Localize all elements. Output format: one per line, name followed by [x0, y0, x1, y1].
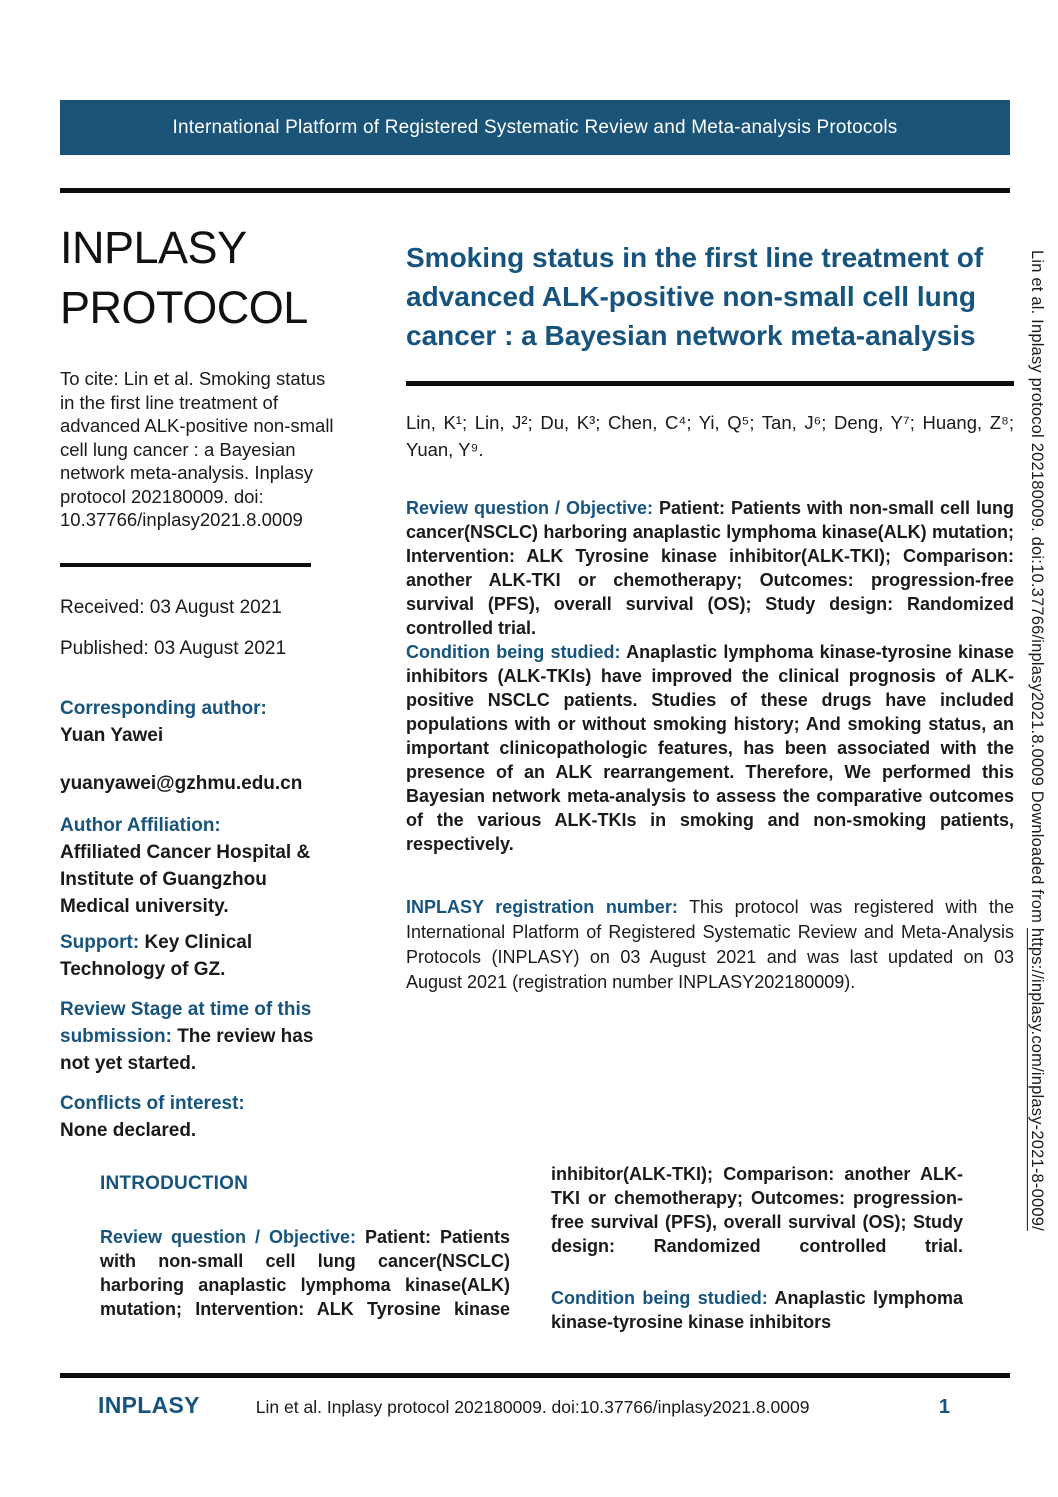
review-question-label: Review question / Objective: [406, 498, 654, 518]
corresponding-author-block [60, 695, 335, 749]
received-date: Received: 03 August 2021 [60, 596, 282, 618]
introduction-heading: INTRODUCTION [100, 1173, 249, 1194]
corresponding-author-label: Corresponding author: [60, 697, 267, 719]
affiliation-text: Affiliated Cancer Hospital & Institute of Guangzhou Medical university. [60, 841, 311, 917]
corresponding-author-email: yuanyawei@gzhmu.edu.cn [60, 772, 303, 794]
introduction-column-2 [551, 1162, 963, 1334]
banner-divider [60, 188, 1010, 193]
support-label: Support: [60, 931, 140, 953]
conflicts-block [60, 1090, 335, 1144]
authors-line: Lin, K¹; Lin, J²; Du, K³; Chen, C⁴; Yi, Q⁵; Tan, J⁶; Deng, Y⁷; Huang, Z⁸; Yuan, Y⁹. [406, 412, 1014, 460]
intro-condition-paragraph [551, 1286, 963, 1334]
intro-review-question-col2: inhibitor(ALK-TKI); Comparison: another ALK-TKI or chemotherapy; Outcomes: progression-free survival (PFS), overall survival (OS); Study design: Randomized controlled trial. [551, 1164, 963, 1256]
registration-paragraph [406, 895, 1014, 995]
sidebar-divider [60, 563, 311, 567]
intro-review-question-label: Review question / Objective: [100, 1227, 356, 1247]
side-note [1014, 250, 1046, 1325]
journal-banner [60, 100, 1010, 155]
review-stage-block [60, 996, 335, 1077]
support-block [60, 929, 335, 983]
corresponding-author-email-block [60, 770, 335, 797]
review-question-text: Patient: Patients with non-small cell lung cancer(NSCLC) harboring anaplastic lymphoma kinase(ALK) mutation; Intervention: ALK Tyrosine kinase inhibitor(ALK-TKI); Comparison: another ALK-TKI or chemotherapy; Outcomes: progression-free survival (PFS), overall survival (OS); Study design: Randomized controlled trial. [406, 498, 1014, 638]
footer-divider [60, 1373, 1010, 1378]
conflicts-label: Conflicts of interest: [60, 1092, 245, 1114]
condition-label: Condition being studied: [406, 642, 621, 662]
review-stage-text: The review has not yet started. [60, 1025, 314, 1074]
authors-divider [406, 381, 1014, 386]
registration-label: INPLASY registration number: [406, 897, 678, 917]
support-text: Key Clinical Technology of GZ. [60, 931, 253, 980]
affiliation-block [60, 812, 335, 920]
side-note-link[interactable]: https://inplasy.com/inplasy-2021-8-0009/ [1028, 927, 1046, 1231]
review-stage-label: Review Stage at time of this submission: [60, 998, 312, 1047]
side-note-text: Lin et al. Inplasy protocol 202180009. doi:10.37766/inplasy2021.8.0009 Downloaded from [1028, 250, 1046, 928]
page-number: 1 [938, 1396, 950, 1418]
intro-review-question-paragraph [100, 1225, 510, 1321]
footer-brand: INPLASY [98, 1392, 200, 1418]
intro-condition-label: Condition being studied: [551, 1288, 768, 1308]
article-title: Smoking status in the first line treatment of advanced ALK-positive non-small cell lung cancer : a Bayesian network meta-analysis [406, 242, 984, 351]
conflicts-text: None declared. [60, 1119, 197, 1141]
journal-banner-title: International Platform of Registered Systematic Review and Meta-analysis Protocols [172, 116, 898, 138]
intro-condition-text: Anaplastic lymphoma kinase-tyrosine kinase inhibitors [551, 1288, 964, 1332]
left-sidebar [60, 218, 335, 1144]
review-question-paragraph [406, 496, 1014, 640]
registration-text: This protocol was registered with the International Platform of Registered Systematic Review and Meta-Analysis Protocols (INPLASY) on 03 August 2021 and was last updated on 03 August 2021 (registration number INPLASY202180009). [406, 897, 1014, 992]
masthead-line2: PROTOCOL [60, 282, 308, 333]
article-main [406, 238, 1014, 995]
footer-citation: Lin et al. Inplasy protocol 202180009. doi:10.37766/inplasy2021.8.0009 [255, 1397, 810, 1417]
intro-review-question-col1: Patient: Patients with non-small cell lung cancer(NSCLC) harboring anaplastic lymphoma kinase(ALK) mutation; Intervention: ALK Tyrosine kinase [100, 1227, 510, 1319]
corresponding-author-name: Yuan Yawei [60, 724, 164, 746]
citation-text: To cite: Lin et al. Smoking status in the first line treatment of advanced ALK-positive non-small cell lung cancer : a Bayesian network meta-analysis. Inplasy protocol 202180009. doi: 10.37766/inplasy2021.8.0009 [60, 368, 334, 530]
affiliation-label: Author Affiliation: [60, 814, 221, 836]
masthead-line1: INPLASY [60, 222, 247, 273]
condition-text: Anaplastic lymphoma kinase-tyrosine kinase inhibitors (ALK-TKIs) have improved the clinical prognosis of ALK-positive NSCLC patients. Studies of these drugs have included populations with or without smoking history; And smoking status, an important clinicopathologic features, has been associated with the presence of an ALK rearrangement. Therefore, We performed this Bayesian network meta-analysis to assess the comparative outcomes of the various ALK-TKIs in smoking and non-smoking patients, respectively. [406, 642, 1014, 854]
masthead-title [60, 218, 335, 338]
published-date: Published: 03 August 2021 [60, 637, 287, 659]
introduction-column-1 [100, 1173, 510, 1321]
page-footer [60, 1392, 1010, 1419]
condition-paragraph [406, 640, 1014, 856]
